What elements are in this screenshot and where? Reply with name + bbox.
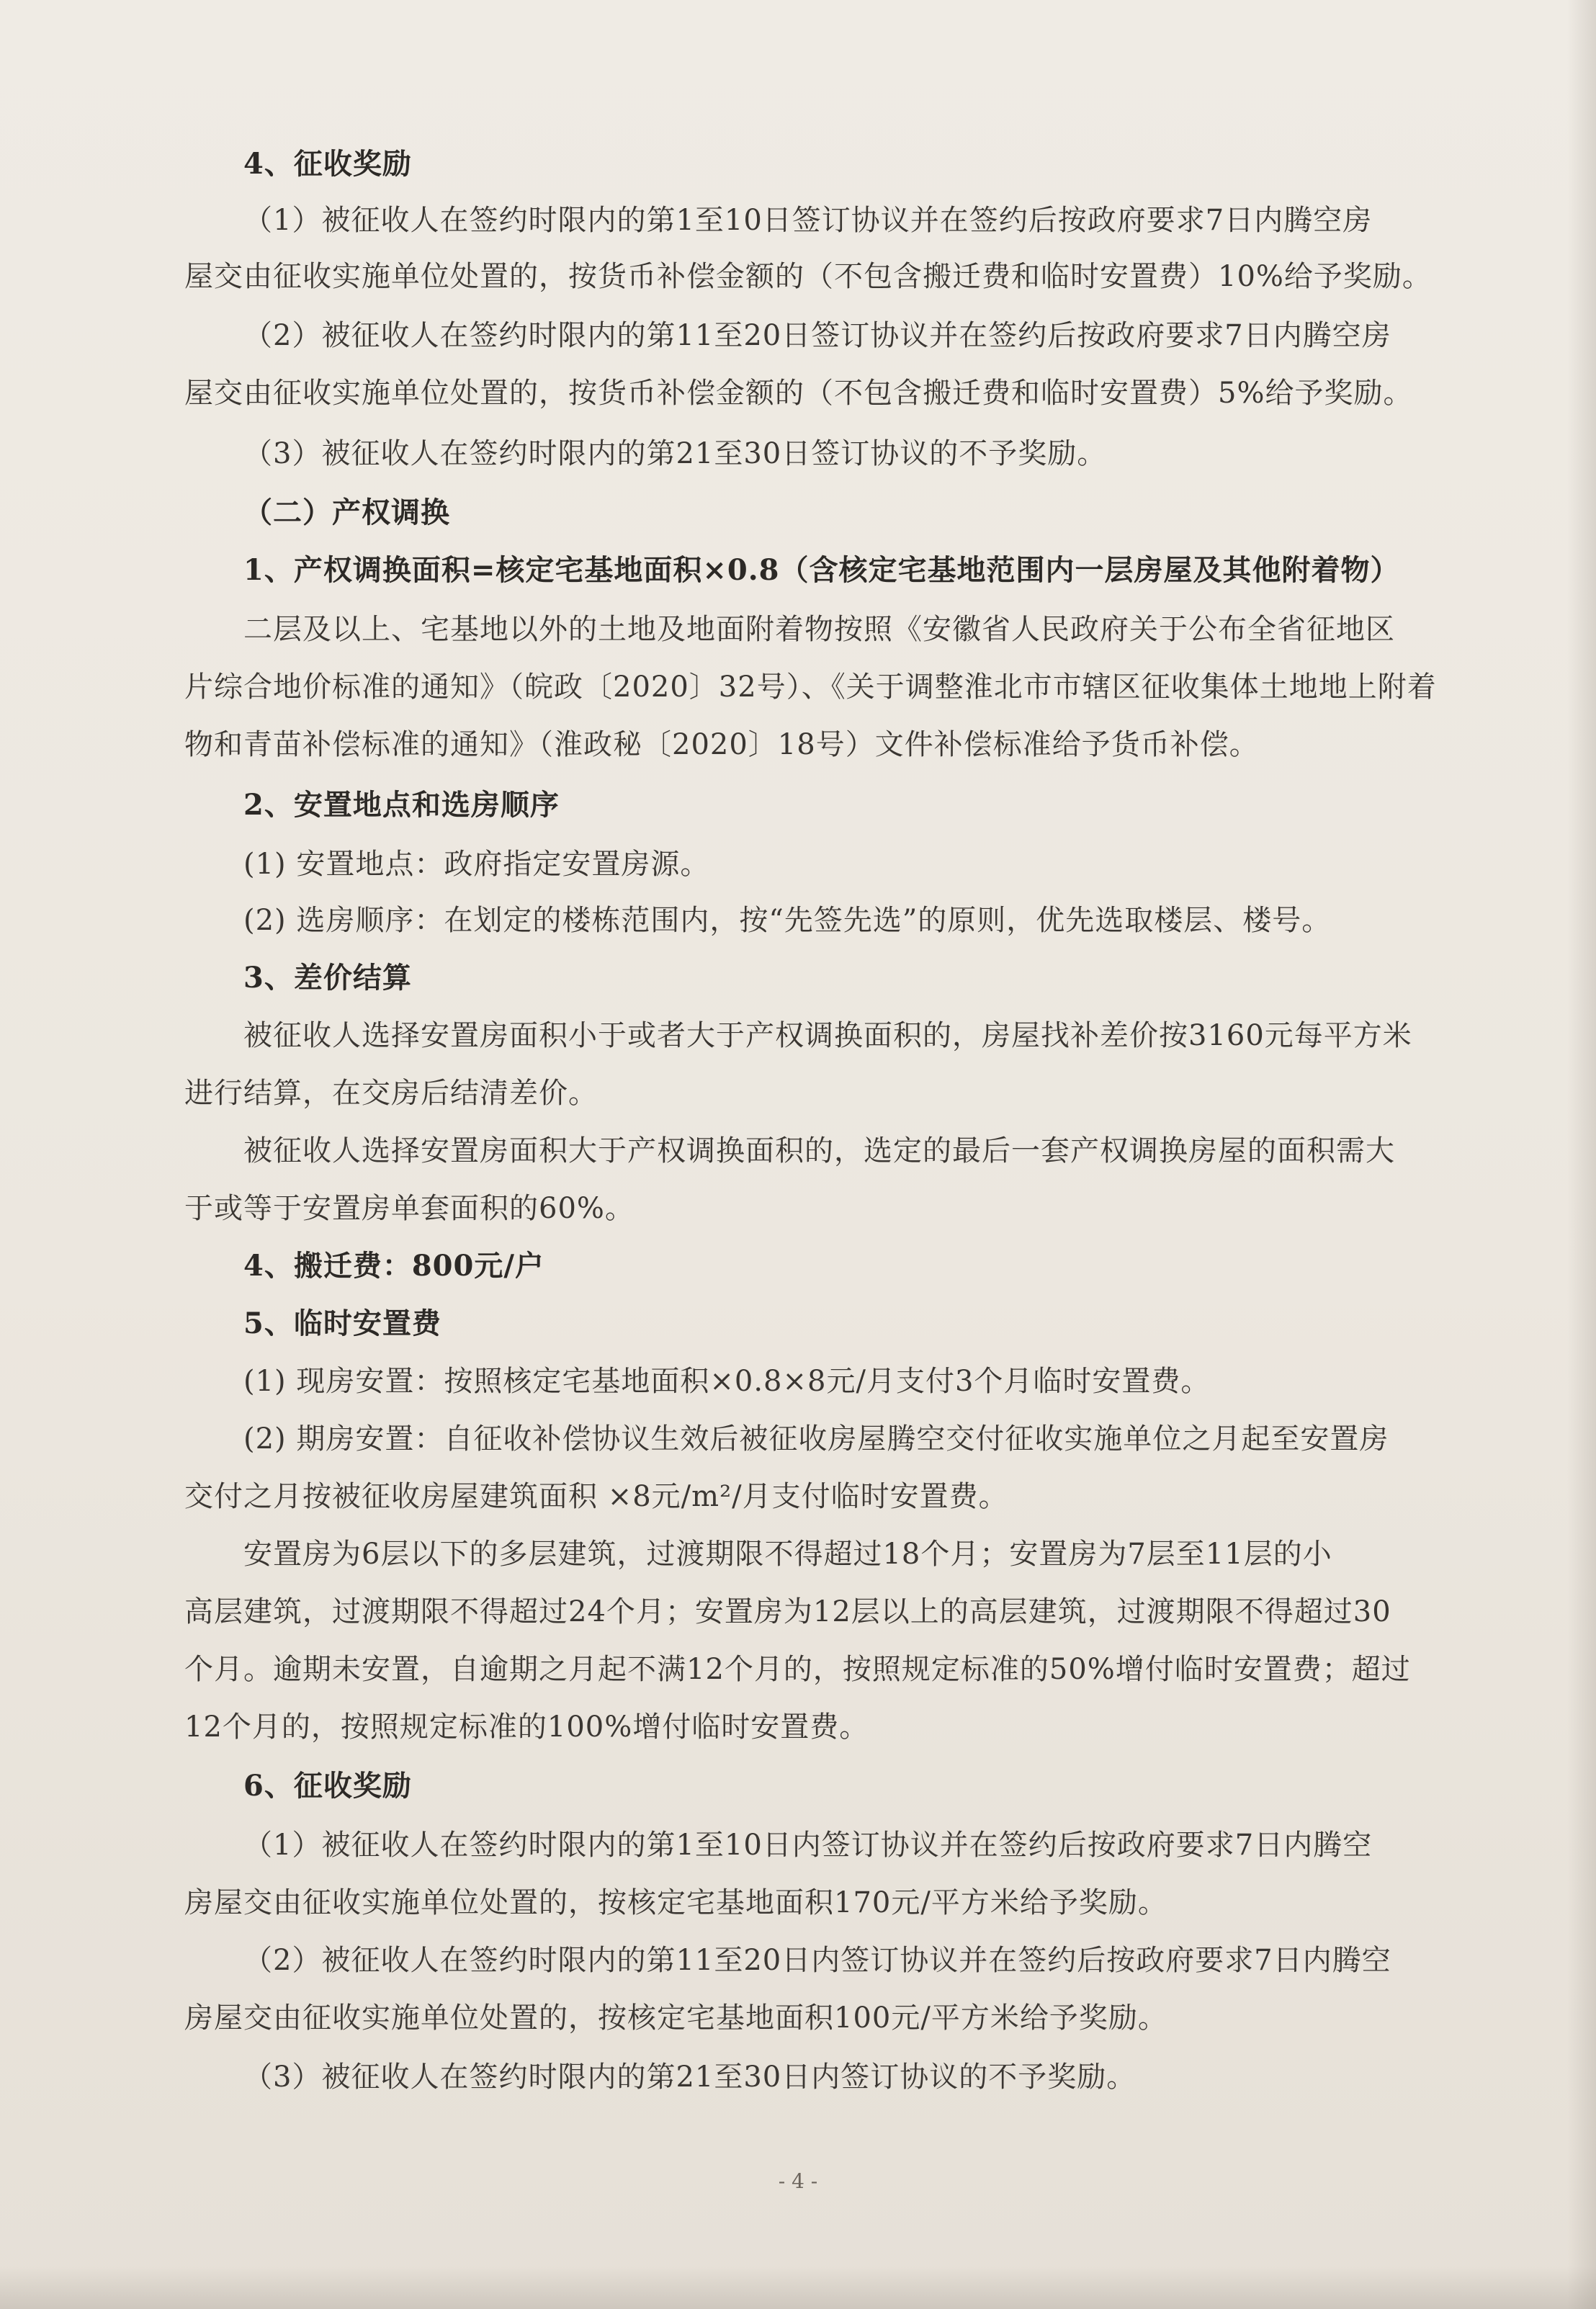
paragraph-line: 于或等于安置房单套面积的60%。 [184, 1192, 635, 1225]
page-shadow-bottom [0, 2266, 1596, 2309]
paragraph-line: 房屋交由征收实施单位处置的，按核定宅基地面积100元/平方米给予奖励。 [184, 2001, 1167, 2035]
paragraph-line: 物和青苗补偿标准的通知》（淮政秘〔2020〕18号）文件补偿标准给予货币补偿。 [184, 728, 1259, 761]
heading-moving-fee: 4、搬迁费：800元/户 [243, 1249, 544, 1283]
paragraph-line: （2）被征收人在签约时限内的第11至20日签订协议并在签约后按政府要求7日内腾空房 [243, 319, 1391, 352]
paragraph-line: 二层及以上、宅基地以外的土地及地面附着物按照《安徽省人民政府关于公布全省征地区 [243, 613, 1395, 646]
paragraph-line: 高层建筑，过渡期限不得超过24个月；安置房为12层以上的高层建筑，过渡期限不得超过30 [184, 1595, 1391, 1628]
paragraph-line: （3）被征收人在签约时限内的第21至30日签订协议的不予奖励。 [243, 437, 1107, 470]
heading-price-difference: 3、差价结算 [243, 961, 412, 995]
paragraph-line: （3）被征收人在签约时限内的第21至30日内签订协议的不予奖励。 [243, 2061, 1137, 2094]
paragraph-line: 进行结算，在交房后结清差价。 [184, 1077, 598, 1110]
paragraph-line: （1）被征收人在签约时限内的第1至10日内签订协议并在签约后按政府要求7日内腾空 [243, 1829, 1373, 1862]
heading-exchange-area: 1、产权调换面积=核定宅基地面积×0.8（含核定宅基地范围内一层房屋及其他附着物） [243, 553, 1400, 587]
paragraph-line: 12个月的，按照规定标准的100%增付临时安置费。 [184, 1711, 869, 1744]
paragraph-line: 房屋交由征收实施单位处置的，按核定宅基地面积170元/平方米给予奖励。 [184, 1886, 1167, 1919]
page-number: - 4 - [778, 2169, 818, 2193]
paragraph-line: 片综合地价标准的通知》（皖政〔2020〕32号）、《关于调整淮北市市辖区征收集体土地地上附着 [184, 671, 1437, 704]
heading-reward-2: 6、征收奖励 [243, 1769, 412, 1803]
paragraph-line: 安置房为6层以下的多层建筑，过渡期限不得超过18个月；安置房为7层至11层的小 [243, 1538, 1332, 1571]
paragraph-line: 屋交由征收实施单位处置的，按货币补偿金额的（不包含搬迁费和临时安置费）5%给予奖励。 [184, 377, 1413, 410]
heading-reward: 4、征收奖励 [243, 147, 412, 181]
heading-temporary-fee: 5、临时安置费 [243, 1306, 441, 1340]
paragraph-line: 被征收人选择安置房面积小于或者大于产权调换面积的，房屋找补差价按3160元每平方米 [243, 1019, 1412, 1052]
paragraph-line: 个月。逾期未安置，自逾期之月起不满12个月的，按照规定标准的50%增付临时安置费；超过 [184, 1653, 1411, 1686]
heading-property-exchange: （二）产权调换 [243, 496, 450, 529]
paragraph-line: （2）被征收人在签约时限内的第11至20日内签订协议并在签约后按政府要求7日内腾空 [243, 1944, 1391, 1977]
paragraph-line: (2) 期房安置：自征收补偿协议生效后被征收房屋腾空交付征收实施单位之月起至安置房 [243, 1422, 1389, 1456]
heading-location-order: 2、安置地点和选房顺序 [243, 788, 560, 822]
paragraph-line: (2) 选房顺序：在划定的楼栋范围内，按“先签先选”的原则，优先选取楼层、楼号。 [243, 904, 1332, 937]
paragraph-line: 交付之月按被征收房屋建筑面积 ×8元/m²/月支付临时安置费。 [184, 1480, 1008, 1513]
paragraph-line: (1) 现房安置：按照核定宅基地面积×0.8×8元/月支付3个月临时安置费。 [243, 1365, 1211, 1398]
page-shadow-right [1567, 0, 1596, 2309]
paragraph-line: （1）被征收人在签约时限内的第1至10日签订协议并在签约后按政府要求7日内腾空房 [243, 204, 1373, 237]
paragraph-line: (1) 安置地点：政府指定安置房源。 [243, 848, 710, 881]
paragraph-line: 屋交由征收实施单位处置的，按货币补偿金额的（不包含搬迁费和临时安置费）10%给予奖励。 [184, 260, 1432, 293]
paragraph-line: 被征收人选择安置房面积大于产权调换面积的，选定的最后一套产权调换房屋的面积需大 [243, 1134, 1395, 1167]
